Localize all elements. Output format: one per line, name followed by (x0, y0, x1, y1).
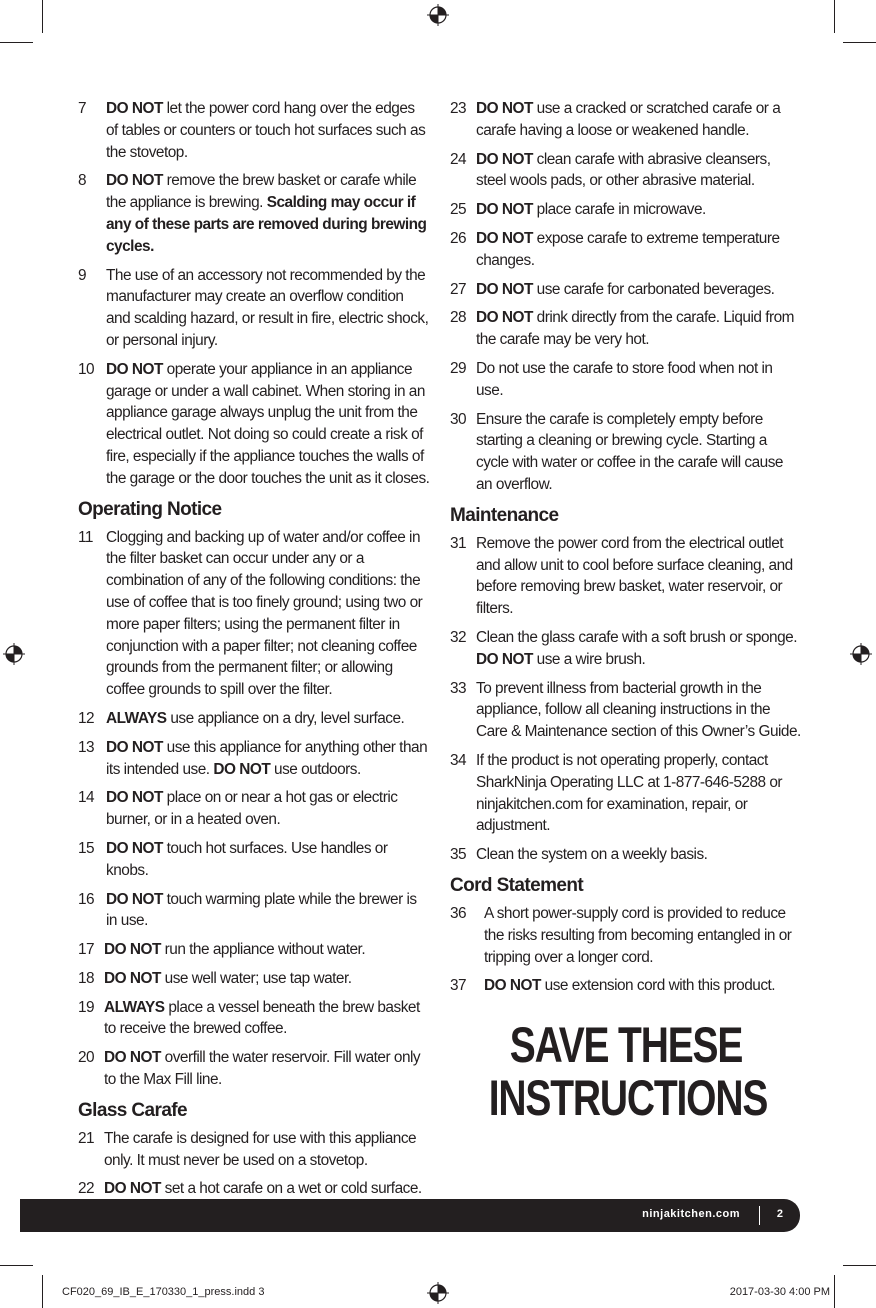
item-text (104, 1128, 430, 1172)
right-column (450, 98, 802, 1125)
instruction-item (78, 968, 430, 990)
instruction-item (450, 678, 802, 743)
body-text: place on or near a hot gas or electric burner, or in a heated oven. (106, 789, 398, 829)
instruction-item (78, 1128, 430, 1172)
emphasis-text: DO NOT (106, 890, 163, 908)
item-number: 28 (450, 309, 467, 327)
instruction-item (450, 533, 802, 620)
body-text: clean carafe with abrasive cleansers, steel wools pads, or other abrasive material. (476, 150, 771, 190)
emphasis-text: ALWAYS (104, 998, 165, 1016)
crop-mark (42, 1275, 43, 1308)
body-text: A short power-supply cord is provided to reduce the risks resulting from becoming entangled in or tripping over a longer cord. (484, 904, 792, 966)
item-number: 36 (450, 904, 467, 922)
body-text: run the appliance without water. (160, 941, 366, 959)
item-text (104, 939, 430, 961)
item-text (106, 98, 430, 163)
right-column-items (450, 98, 802, 997)
registration-mark-icon (850, 643, 872, 665)
item-number: 12 (78, 709, 95, 727)
item-text (476, 228, 802, 272)
item-text (476, 844, 802, 866)
item-text (106, 527, 430, 701)
body-text: Remove the power cord from the electrical outlet and allow unit to cool before surface cleaning, and before removing brew basket, water reservoir, or filters. (476, 534, 793, 618)
item-number: 10 (78, 360, 95, 378)
item-text (104, 968, 430, 990)
crop-mark (42, 0, 43, 33)
item-text (476, 307, 802, 351)
save-title-line-2: INSTRUCTIONS (488, 1070, 768, 1127)
footer-divider (759, 1206, 760, 1225)
item-text (476, 279, 802, 301)
instruction-item (450, 307, 802, 351)
emphasis-text: DO NOT (104, 1180, 161, 1198)
instruction-item (78, 265, 430, 352)
emphasis-text: DO NOT (106, 100, 163, 117)
item-text (104, 997, 430, 1041)
item-number: 15 (78, 839, 95, 857)
item-number: 33 (450, 679, 467, 697)
item-number: 21 (78, 1129, 95, 1147)
emphasis-text: DO NOT (106, 839, 163, 857)
crop-mark (0, 1265, 33, 1266)
item-text (476, 409, 802, 496)
item-text (104, 1047, 430, 1091)
slug-date: 2017-03-30 4:00 PM (729, 1286, 830, 1298)
body-text: place carafe in microwave. (532, 201, 706, 219)
instruction-item (78, 787, 430, 831)
instruction-item (450, 844, 802, 866)
item-text (106, 170, 430, 257)
item-number: 25 (450, 201, 467, 219)
body-text: Clean the system on a weekly basis. (476, 846, 708, 864)
item-number: 23 (450, 100, 467, 117)
registration-mark-icon (3, 643, 25, 665)
instruction-item (450, 750, 802, 837)
body-text: touch warming plate while the brewer is in use. (106, 890, 417, 930)
item-text (476, 199, 802, 221)
item-text (484, 975, 802, 997)
item-text (476, 358, 802, 402)
body-text: To prevent illness from bacterial growth in the appliance, follow all cleaning instructions in the Care & Maintenance section of this Owner’s Guide. (476, 679, 801, 741)
item-number: 17 (78, 941, 95, 959)
emphasis-text: DO NOT (106, 738, 163, 756)
instruction-item (78, 939, 430, 961)
crop-mark (843, 42, 876, 43)
item-text (476, 149, 802, 193)
item-text (106, 359, 430, 490)
body-text: drink directly from the carafe. Liquid from the carafe may be very hot. (476, 309, 794, 349)
footer-url: ninjakitchen.com (642, 1208, 740, 1220)
instruction-item (78, 997, 430, 1041)
instruction-item (78, 889, 430, 933)
body-text: Clogging and backing up of water and/or coffee in the filter basket can occur under any or a combination of any of the following conditions: the use of coffee that is too finely ground; using two or more paper filters; using the permanent filter in conjunction with a paper filter; not cleaning coffee grounds from the permanent filter; or allowing coffee grounds to spill over the filter. (106, 528, 423, 699)
item-text (476, 533, 802, 620)
body-text: place a vessel beneath the brew basket to receive the brewed coffee. (104, 998, 420, 1038)
instruction-item (78, 98, 430, 163)
instruction-item (450, 409, 802, 496)
item-text (106, 838, 430, 882)
body-text: use well water; use tap water. (160, 969, 352, 987)
emphasis-text: Scalding may occur if any of these parts are removed during brewing cycles. (106, 194, 427, 255)
emphasis-text: DO NOT (104, 941, 161, 959)
emphasis-text: DO NOT (484, 977, 541, 995)
item-number: 16 (78, 890, 95, 908)
crop-mark (843, 1265, 876, 1266)
instruction-item (78, 708, 430, 730)
body-text: Ensure the carafe is completely empty before starting a cleaning or brewing cycle. Starting a cycle with water or coffee in the carafe will cause an overflow. (476, 410, 783, 493)
body-text: The carafe is designed for use with this appliance only. It must never be used on a stovetop. (104, 1129, 417, 1169)
emphasis-text: DO NOT (476, 280, 533, 298)
body-text: operate your appliance in an appliance garage or under a wall cabinet. When storing in an appliance garage always unplug the unit from the electrical outlet. Not doing so could create a risk of fire, especially if the appliance touches the walls of the garage or the door touches the unit as it closes. (106, 360, 430, 487)
page-number: 2 (776, 1208, 783, 1220)
item-text (476, 750, 802, 837)
crop-mark (0, 42, 33, 43)
item-number: 34 (450, 751, 467, 769)
section-heading: Maintenance (450, 504, 559, 526)
item-text (106, 708, 430, 730)
item-text (106, 265, 430, 352)
item-text (476, 678, 802, 743)
instruction-item (78, 737, 430, 781)
emphasis-text: DO NOT (106, 789, 163, 807)
body-text: use carafe for carbonated beverages. (532, 280, 775, 298)
item-number: 14 (78, 789, 95, 807)
slug-filename: CF020_69_IB_E_170330_1_press.indd 3 (62, 1286, 265, 1298)
instruction-item (450, 903, 802, 968)
body-text: use outdoors. (270, 760, 361, 778)
body-text: If the product is not operating properly, contact SharkNinja Operating LLC at 1-877-646-5288 or ninjakitchen.com for examination, repair, or adjustment. (476, 751, 783, 835)
item-number: 26 (450, 229, 467, 247)
emphasis-text: DO NOT (104, 1049, 161, 1067)
body-text: touch hot surfaces. Use handles or knobs. (106, 839, 388, 879)
body-text: use a wire brush. (532, 650, 646, 668)
item-text (104, 1178, 430, 1200)
save-instructions-title (488, 1017, 768, 1127)
body-text: Clean the glass carafe with a soft brush or sponge. (476, 628, 797, 646)
item-number: 32 (450, 628, 467, 646)
emphasis-text: DO NOT (476, 150, 533, 168)
instruction-item (450, 98, 802, 142)
body-text: remove the brew basket or carafe while the appliance is brewing. (106, 172, 417, 212)
emphasis-text: DO NOT (106, 172, 163, 190)
body-text: The use of an accessory not recommended by the manufacturer may create an overflow condition and scalding hazard, or result in fire, electric shock, or personal injury. (106, 266, 429, 349)
item-text (106, 889, 430, 933)
registration-mark-icon (427, 4, 449, 26)
instruction-item (450, 199, 802, 221)
emphasis-text: DO NOT (476, 201, 533, 219)
item-number: 31 (450, 534, 467, 552)
item-number: 20 (78, 1049, 95, 1067)
instruction-item (450, 627, 802, 671)
item-number: 11 (78, 528, 93, 546)
emphasis-text: ALWAYS (106, 709, 167, 727)
emphasis-text: DO NOT (476, 309, 533, 327)
item-text (476, 98, 802, 142)
instruction-item (78, 359, 430, 490)
section-heading: Operating Notice (78, 498, 222, 520)
instruction-item (78, 1178, 430, 1200)
crop-mark (834, 1275, 835, 1308)
instruction-item (78, 838, 430, 882)
item-number: 9 (78, 266, 87, 284)
instruction-item (78, 1047, 430, 1091)
section-heading: Cord Statement (450, 874, 584, 896)
body-text: overfill the water reservoir. Fill water only to the Max Fill line. (104, 1049, 421, 1089)
body-text: use appliance on a dry, level surface. (166, 709, 405, 727)
body-text: expose carafe to extreme temperature changes. (476, 229, 780, 269)
registration-mark-icon (427, 1282, 449, 1304)
emphasis-text: DO NOT (213, 760, 271, 778)
emphasis-text: DO NOT (106, 360, 163, 378)
item-number: 19 (78, 998, 95, 1016)
item-number: 29 (450, 359, 467, 377)
instruction-item (450, 358, 802, 402)
item-number: 35 (450, 846, 467, 864)
item-number: 7 (78, 100, 87, 117)
instruction-item (450, 279, 802, 301)
instruction-item (450, 228, 802, 272)
item-number: 37 (450, 977, 467, 995)
emphasis-text: DO NOT (476, 100, 533, 117)
instruction-item (450, 149, 802, 193)
body-text: use a cracked or scratched carafe or a carafe having a loose or weakened handle. (476, 100, 781, 139)
instruction-item (450, 975, 802, 997)
item-number: 8 (78, 172, 87, 190)
body-text: use extension cord with this product. (540, 977, 776, 995)
item-number: 13 (78, 738, 95, 756)
item-number: 18 (78, 969, 95, 987)
item-text (106, 787, 430, 831)
item-number: 24 (450, 150, 467, 168)
emphasis-text: DO NOT (476, 650, 533, 668)
item-text (476, 627, 802, 671)
instruction-item (78, 527, 430, 701)
body-text: set a hot carafe on a wet or cold surface. (160, 1180, 422, 1198)
save-title-line-1: SAVE THESE (509, 1017, 743, 1074)
emphasis-text: DO NOT (104, 969, 161, 987)
left-column (78, 98, 430, 1207)
item-text (484, 903, 802, 968)
emphasis-text: DO NOT (476, 229, 533, 247)
item-number: 30 (450, 410, 467, 428)
body-text: let the power cord hang over the edges of tables or counters or touch hot surfaces such as the stovetop. (106, 100, 426, 161)
crop-mark (834, 0, 835, 33)
body-text: use this appliance for anything other than its intended use. (106, 738, 428, 778)
item-number: 22 (78, 1180, 95, 1198)
item-text (106, 737, 430, 781)
section-heading: Glass Carafe (78, 1099, 187, 1121)
footer-bar (20, 1199, 800, 1232)
instruction-item (78, 170, 430, 257)
item-number: 27 (450, 280, 467, 298)
body-text: Do not use the carafe to store food when not in use. (476, 359, 773, 399)
